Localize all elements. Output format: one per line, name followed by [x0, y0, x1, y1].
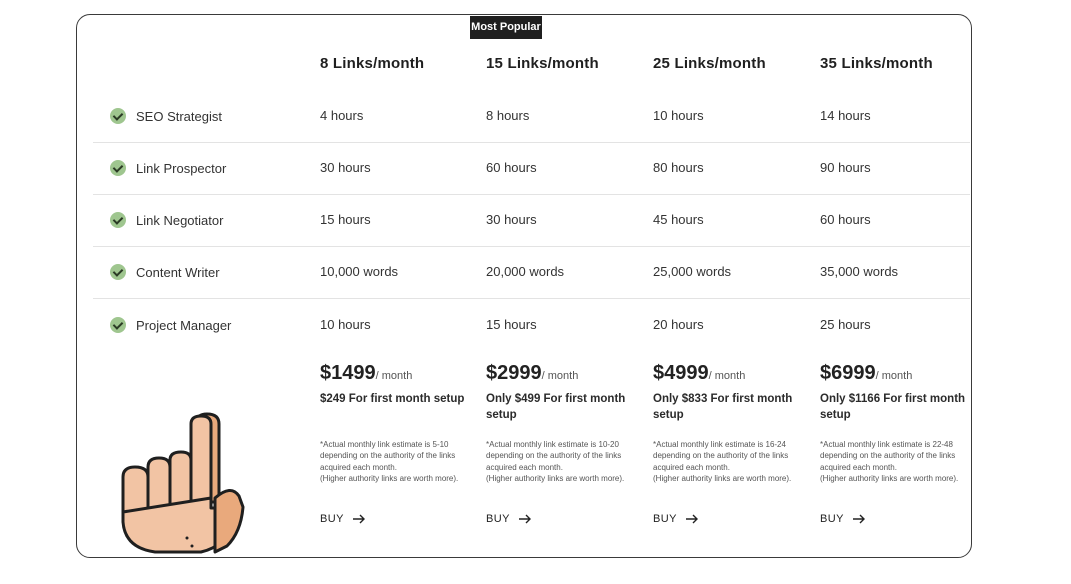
- table-cell: 14 hours: [820, 108, 871, 123]
- check-circle-icon: [110, 212, 126, 228]
- table-cell: 30 hours: [486, 212, 537, 227]
- check-circle-icon: [110, 160, 126, 176]
- table-cell: 25 hours: [820, 317, 871, 332]
- table-cell: 45 hours: [653, 212, 704, 227]
- plan-price-2: $2999/ month: [486, 362, 579, 384]
- table-cell: 15 hours: [320, 212, 371, 227]
- feature-label: SEO Strategist: [110, 90, 222, 142]
- setup-fee-3: Only $833 For first month setup: [653, 393, 793, 421]
- setup-fee-4: Only $1166 For first month setup: [820, 393, 966, 421]
- buy-button-4[interactable]: BUY: [820, 513, 866, 525]
- setup-fee-2: Only $499 For first month setup: [486, 393, 626, 421]
- check-circle-icon: [110, 264, 126, 280]
- table-cell: 30 hours: [320, 160, 371, 175]
- arrow-right-icon: [685, 514, 699, 524]
- arrow-right-icon: [852, 514, 866, 524]
- table-cell: 20 hours: [653, 317, 704, 332]
- arrow-right-icon: [352, 514, 366, 524]
- table-cell: 15 hours: [486, 317, 537, 332]
- table-cell: 80 hours: [653, 160, 704, 175]
- plan-header-3: 25 Links/month: [653, 55, 766, 72]
- plan-price-4: $6999/ month: [820, 362, 913, 384]
- buy-button-3[interactable]: BUY: [653, 513, 699, 525]
- check-circle-icon: [110, 317, 126, 333]
- table-cell: 25,000 words: [653, 264, 732, 279]
- table-cell: 90 hours: [820, 160, 871, 175]
- plan-header-1: 8 Links/month: [320, 55, 425, 72]
- feature-label: Content Writer: [110, 246, 220, 298]
- buy-button-2[interactable]: BUY: [486, 513, 532, 525]
- plan-price-3: $4999/ month: [653, 362, 746, 384]
- feature-label: Project Manager: [110, 299, 231, 351]
- feature-row-content-writer: [93, 246, 970, 299]
- setup-fee-1: $249 For first month setup: [320, 393, 465, 405]
- table-cell: 60 hours: [486, 160, 537, 175]
- plan-price-1: $1499/ month: [320, 362, 413, 384]
- pointing-hand-icon: [115, 412, 250, 562]
- feature-row-link-prospector: [93, 142, 970, 195]
- table-cell: 20,000 words: [486, 264, 565, 279]
- buy-button-1[interactable]: BUY: [320, 513, 366, 525]
- table-cell: 35,000 words: [820, 264, 899, 279]
- table-cell: 10 hours: [320, 317, 371, 332]
- feature-row-link-negotiator: [93, 194, 970, 247]
- estimate-note-4: *Actual monthly link estimate is 22-48 depending on the authority of the links acquired each month. (Higher authority links are worth more).: [820, 440, 959, 484]
- feature-row-project-manager: [93, 299, 970, 351]
- table-cell: 60 hours: [820, 212, 871, 227]
- feature-row-seo-strategist: [93, 90, 970, 143]
- table-cell: 4 hours: [320, 108, 364, 123]
- estimate-note-2: *Actual monthly link estimate is 10-20 depending on the authority of the links acquired each month. (Higher authority links are worth more).: [486, 440, 625, 484]
- table-cell: 8 hours: [486, 108, 530, 123]
- table-cell: 10 hours: [653, 108, 704, 123]
- estimate-note-1: *Actual monthly link estimate is 5-10 depending on the authority of the links acquired each month. (Higher authority links are worth more).: [320, 440, 459, 484]
- plan-header-4: 35 Links/month: [820, 55, 933, 72]
- check-circle-icon: [110, 108, 126, 124]
- feature-label: Link Negotiator: [110, 194, 223, 246]
- plan-header-2: 15 Links/month: [486, 55, 599, 72]
- table-cell: 10,000 words: [320, 264, 399, 279]
- estimate-note-3: *Actual monthly link estimate is 16-24 depending on the authority of the links acquired each month. (Higher authority links are worth more).: [653, 440, 792, 484]
- arrow-right-icon: [518, 514, 532, 524]
- most-popular-badge: Most Popular: [470, 16, 542, 39]
- feature-label: Link Prospector: [110, 142, 226, 194]
